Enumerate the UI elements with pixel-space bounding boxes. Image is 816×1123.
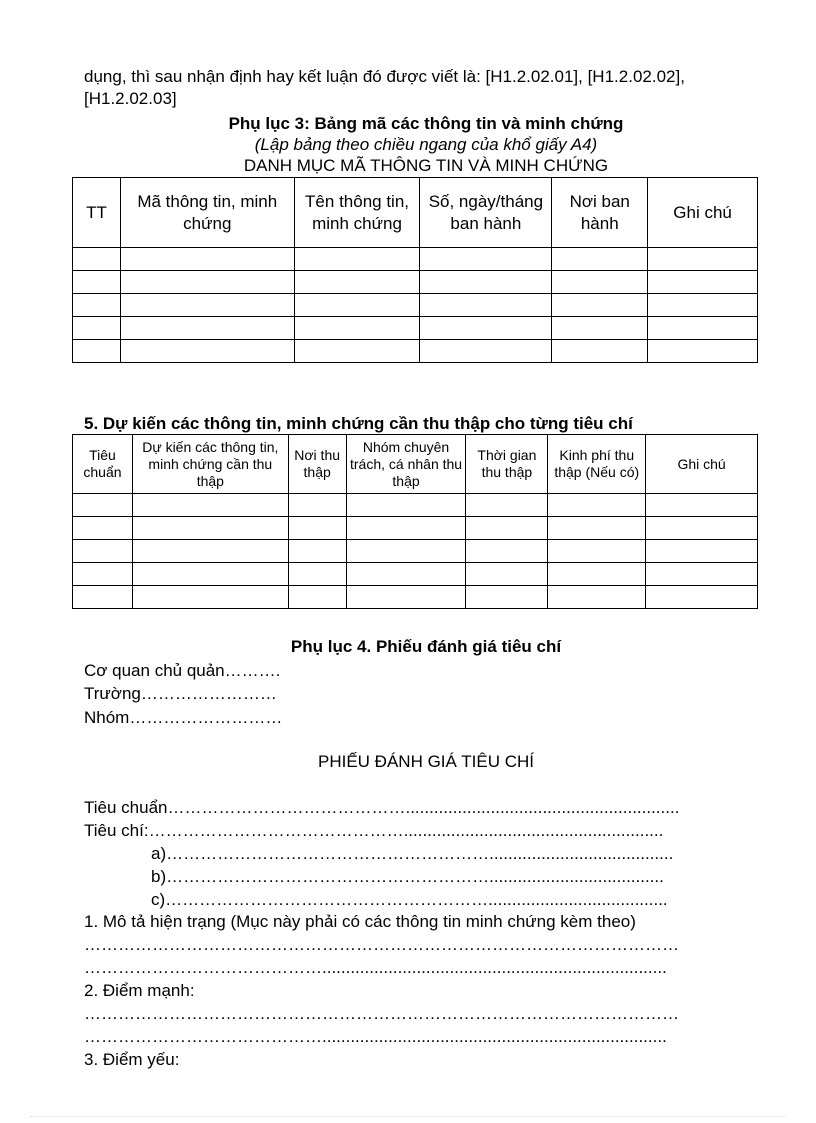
appendix-3-title: Phụ lục 3: Bảng mã các thông tin và minh chứng (228, 114, 624, 133)
header-cell-budget: Kinh phí thu thập (Nếu có) (548, 435, 646, 494)
section-1-title: 1. Mô tả hiện trạng (Mục này phải có các thông tin minh chứng kèm theo) (84, 912, 636, 931)
page-bottom-divider (30, 1116, 786, 1117)
table-row (73, 494, 758, 517)
evidence-collection-table (72, 434, 758, 609)
header-cell-name: Tên thông tin, minh chứng (294, 178, 420, 248)
section-1-fill-line: ……………………………………......................................................................... (84, 958, 667, 977)
criterion-item-b: b)…………………………………………………..................................... (151, 867, 664, 886)
criterion-item-c: c)…………………………………………………...................................... (151, 890, 668, 909)
appendix-3-heading: DANH MỤC MÃ THÔNG TIN VÀ MINH CHỨNG (243, 156, 609, 175)
table-row (73, 540, 758, 563)
section-2-fill-line: …………………………………………………………………………………………… (84, 1004, 679, 1023)
header-cell-issuer: Nơi ban hành (552, 178, 648, 248)
table-row (73, 586, 758, 609)
appendix-4-title: Phụ lục 4. Phiếu đánh giá tiêu chí (290, 637, 562, 656)
header-cell-number-date: Số, ngày/tháng ban hành (420, 178, 552, 248)
header-cell-time: Thời gian thu thập (466, 435, 548, 494)
appendix-3-subtitle: (Lập bảng theo chiều ngang của khổ giấy A4) (254, 135, 598, 154)
intro-line-2: [H1.2.02.03] (84, 89, 177, 108)
criterion-item-a: a)…………………………………………………....................................... (151, 844, 674, 863)
header-cell-team: Nhóm chuyên trách, cá nhân thu thập (346, 435, 466, 494)
section-1-fill-line: …………………………………………………………………………………………… (84, 935, 679, 954)
table-row (73, 271, 758, 294)
section-5-title: 5. Dự kiến các thông tin, minh chứng cần thu thập cho từng tiêu chí (84, 414, 633, 433)
section-3-title: 3. Điểm yếu: (84, 1050, 180, 1069)
section-2-fill-line: ……………………………………......................................................................... (84, 1027, 667, 1046)
table-row (73, 248, 758, 271)
evidence-code-table (72, 177, 758, 363)
table-row (73, 517, 758, 540)
school-line: Trường…………………… (84, 684, 277, 703)
table-row (73, 563, 758, 586)
header-cell-standard: Tiêu chuẩn (73, 435, 133, 494)
table-row (73, 317, 758, 340)
standard-line: Tiêu chuẩn…………………………………….......................................................... (84, 798, 680, 817)
intro-line-1: dụng, thì sau nhận định hay kết luận đó được viết là: [H1.2.02.01], [H1.2.02.02], (84, 67, 685, 86)
table-row (73, 294, 758, 317)
section-2-title: 2. Điểm mạnh: (84, 981, 195, 1000)
header-cell-expected-evidence: Dự kiến các thông tin, minh chứng cần thu thập (132, 435, 288, 494)
criterion-line: Tiêu chí:………………………………………....................................................... (84, 821, 664, 840)
agency-line: Cơ quan chủ quản………. (84, 661, 281, 680)
form-title: PHIẾU ĐÁNH GIÁ TIÊU CHÍ (318, 752, 534, 771)
header-cell-notes: Ghi chú (648, 178, 758, 248)
header-cell-location: Nơi thu thập (288, 435, 346, 494)
table-header-row (73, 178, 758, 248)
table-row (73, 340, 758, 363)
group-line: Nhóm……………………… (84, 708, 283, 727)
table-header-row (73, 435, 758, 494)
header-cell-notes: Ghi chú (646, 435, 758, 494)
header-cell-tt: TT (73, 178, 121, 248)
header-cell-code: Mã thông tin, minh chứng (120, 178, 294, 248)
